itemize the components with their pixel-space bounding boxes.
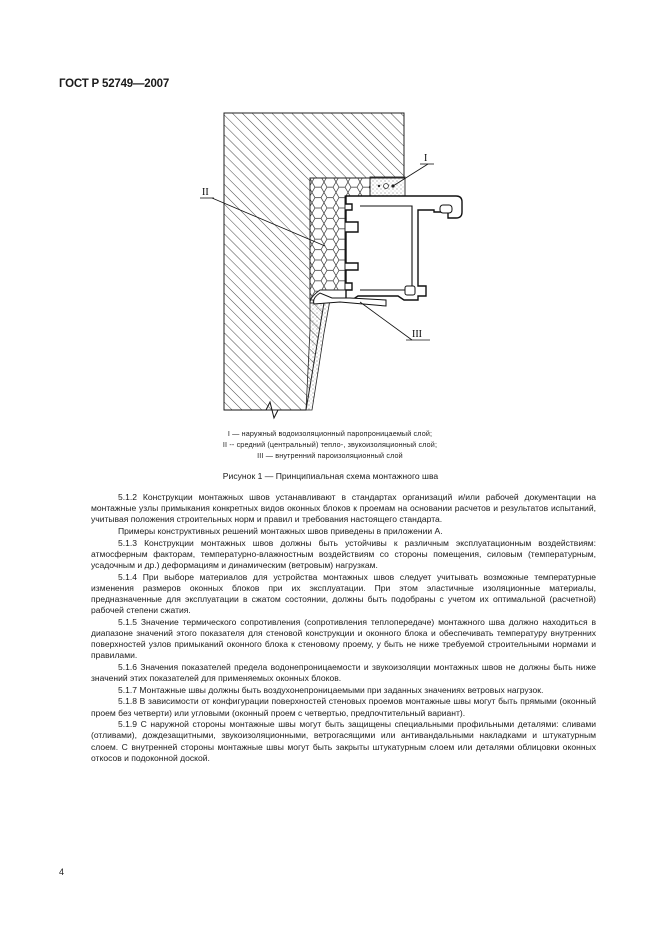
document-code: ГОСТ Р 52749—2007 [59, 78, 170, 90]
legend-line: III — внутренний пароизоляционный слой [257, 451, 403, 460]
paragraph: 5.1.7 Монтажные швы должны быть воздухонепроницаемыми при заданных значениях ветровых нагрузок. [118, 684, 544, 695]
paragraph: 5.1.9 С наружной стороны монтажные швы могут быть защищены специальными профильными деталями: сливами (отливами), дождезащитными, звукоизоляционными, ветрогасящими или антивандальными накладками и штукатурным слоем. С внутренней стороны монтажные швы могут быть закрыты штукатурным слоем или деталями облицовки оконных откосов и подоконной доской. [91, 719, 596, 763]
plaster-layer [306, 300, 330, 410]
figure-legend [120, 428, 540, 461]
paragraph: Примеры конструктивных решений монтажных швов приведены в приложении А. [118, 526, 443, 536]
legend-line: I — наружный водоизоляционный паропроницаемый слой; [227, 429, 433, 438]
paragraph: 5.1.2 Конструкции монтажных швов устанавливают в стандартах организаций и/или рабочей документации на монтажные узлы примыкания конкретных видов оконных блоков к проемам на основании расчетов и результатов испытаний, учитывая положения строительных норм и правил и требования настоящего стандарта. [91, 492, 596, 525]
mounting-seam-diagram [0, 0, 661, 420]
body-text [91, 492, 596, 764]
paragraph: 5.1.5 Значение термического сопротивления (сопротивления теплопередаче) монтажного шва должно находиться в диапазоне значений этого показателя для стеновой конструкции и оконного блока и обеспечивать температуру внутренних поверхностей узлов примыканий оконного блока к стеновому проему, у быть не ниже требуемой строительными нормами и правилами. [91, 616, 596, 661]
label-i: I [424, 153, 428, 164]
label-iii: III [412, 329, 422, 340]
paragraph: 5.1.8 В зависимости от конфигурации поверхностей стеновых проемов монтажные швы могут быть прямыми (оконный проем без четверти) или угловыми (оконный проем с четвертью, предпочтительный вариант). [91, 696, 596, 718]
legend-line: II -- средний (центральный) тепло-, звукоизоляционный слой; [222, 440, 438, 449]
paragraph: 5.1.3 Конструкции монтажных швов должны быть устойчивы к различным эксплуатационным воздействиям: атмосферным факторам, температурно-влажностным воздействиям со стороны помещения, силовым (температурным, усадочным и др.) деформациям и динамическим (ветровым) нагрузкам. [91, 537, 596, 570]
page-number: 4 [59, 867, 65, 877]
paragraph: 5.1.6 Значения показателей предела водонепроницаемости и звукоизоляции монтажных швов не должны быть ниже значений этих показателей для применяемых оконных блоков. [91, 662, 596, 684]
figure-caption: Рисунок 1 — Принципиальная схема монтажного шва [222, 471, 439, 481]
label-ii: II [202, 187, 209, 198]
paragraph: 5.1.4 При выборе материалов для устройства монтажных швов следует учитывать возможные температурные изменения размеров оконных блоков при их эксплуатации. При этом эластичные изоляционные материалы, предназначенные для эксплуатации в сжатом состоянии, должны быть подобраны с учетом их оптимальной (расчетной) рабочей степени сжатия. [91, 571, 596, 616]
